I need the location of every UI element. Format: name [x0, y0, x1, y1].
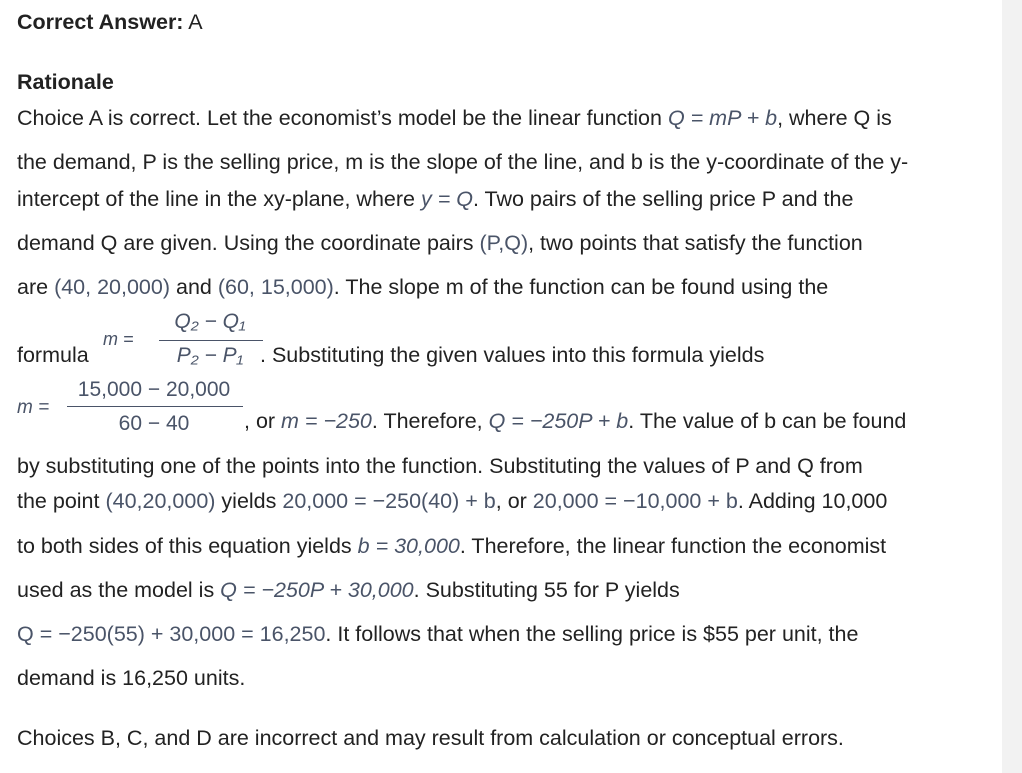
math-expression: Q = −250P + b [488, 409, 629, 433]
text-segment: . The slope m of the function can be found using the [333, 275, 829, 299]
fraction-denominator: 60 − 40 [118, 412, 190, 435]
text-segment: . The value of b can be found [628, 409, 907, 433]
text-segment: yields [215, 489, 283, 513]
rationale-line-12 [17, 622, 858, 647]
text-segment: . Substituting 55 for P yields [413, 578, 680, 602]
formula-label: formula [17, 343, 89, 367]
math-expression: (40, 20,000) [54, 275, 171, 299]
text-segment: intercept of the line in the xy-plane, where [17, 187, 421, 211]
fraction-bar [67, 406, 243, 407]
text-segment: to both sides of this equation yields [17, 534, 358, 558]
rationale-line-11 [17, 578, 680, 603]
rationale-line-13: demand is 16,250 units. [17, 666, 246, 690]
math-expression: (60, 15,000) [217, 275, 334, 299]
text-segment: and [170, 275, 218, 299]
text-segment: . It follows that when the selling price is $55 per unit, the [325, 622, 859, 646]
rationale-line-9 [17, 489, 887, 514]
text-segment: , or [495, 489, 533, 513]
math-expression: Q = −250P + 30,000 [220, 578, 414, 602]
math-expression: y = Q [420, 187, 473, 211]
text-segment: , two points that satisfy the function [528, 231, 863, 255]
rationale-line-6: . Substituting the given values into this formula yields [260, 343, 765, 367]
rationale-line-4 [17, 231, 863, 256]
math-expression: m = [103, 329, 134, 349]
correct-answer-line [17, 10, 203, 35]
text-segment: . Two pairs of the selling price P and the [472, 187, 854, 211]
fraction-bar [159, 340, 263, 341]
math-expression: b = 30,000 [357, 534, 460, 558]
text-segment: demand Q are given. Using the coordinate pairs [17, 231, 480, 255]
text-segment: are [17, 275, 55, 299]
math-expression: (P,Q) [479, 231, 529, 255]
math-expression: (40,20,000) [105, 489, 216, 513]
rationale-line-1 [17, 106, 892, 131]
text-segment: used as the model is [17, 578, 221, 602]
math-expression: 20,000 = −10,000 + b [532, 489, 738, 513]
fraction-numerator: Q₂ − Q₁ [174, 310, 246, 333]
rationale-line-10 [17, 534, 886, 559]
text-segment: the point [17, 489, 106, 513]
text-segment: . Therefore, [371, 409, 489, 433]
rationale-line-5 [17, 275, 828, 300]
math-expression: m = −250 [281, 409, 372, 433]
rationale-line-8: by substituting one of the points into the function. Substituting the values of P and Q from [17, 454, 863, 478]
math-expression: 20,000 = −250(40) + b [282, 489, 496, 513]
text-segment: Choice A is correct. Let the economist’s model be the linear function [17, 106, 668, 130]
text-segment: , or [244, 409, 282, 433]
text-segment: . Adding 10,000 [737, 489, 888, 513]
rationale-line-3 [17, 187, 853, 212]
correct-answer-label: Correct Answer: [17, 10, 184, 34]
rationale-line-2: the demand, P is the selling price, m is the slope of the line, and b is the y-coordinate of the y- [17, 150, 909, 174]
fraction-denominator: P₂ − P₁ [176, 344, 244, 367]
rationale-heading: Rationale [17, 70, 114, 94]
closing-paragraph: Choices B, C, and D are incorrect and may result from calculation or conceptual errors. [17, 726, 844, 750]
text-segment: . Therefore, the linear function the economist [459, 534, 887, 558]
text-segment: , where Q is [777, 106, 892, 130]
math-expression: Q = −250(55) + 30,000 = 16,250 [17, 622, 326, 646]
rationale-line-7 [244, 409, 906, 434]
fraction-numerator: 15,000 − 20,000 [77, 378, 231, 401]
correct-answer-value: A [188, 10, 203, 34]
math-expression: m = [17, 397, 50, 418]
math-expression: Q = mP + b [667, 106, 778, 130]
